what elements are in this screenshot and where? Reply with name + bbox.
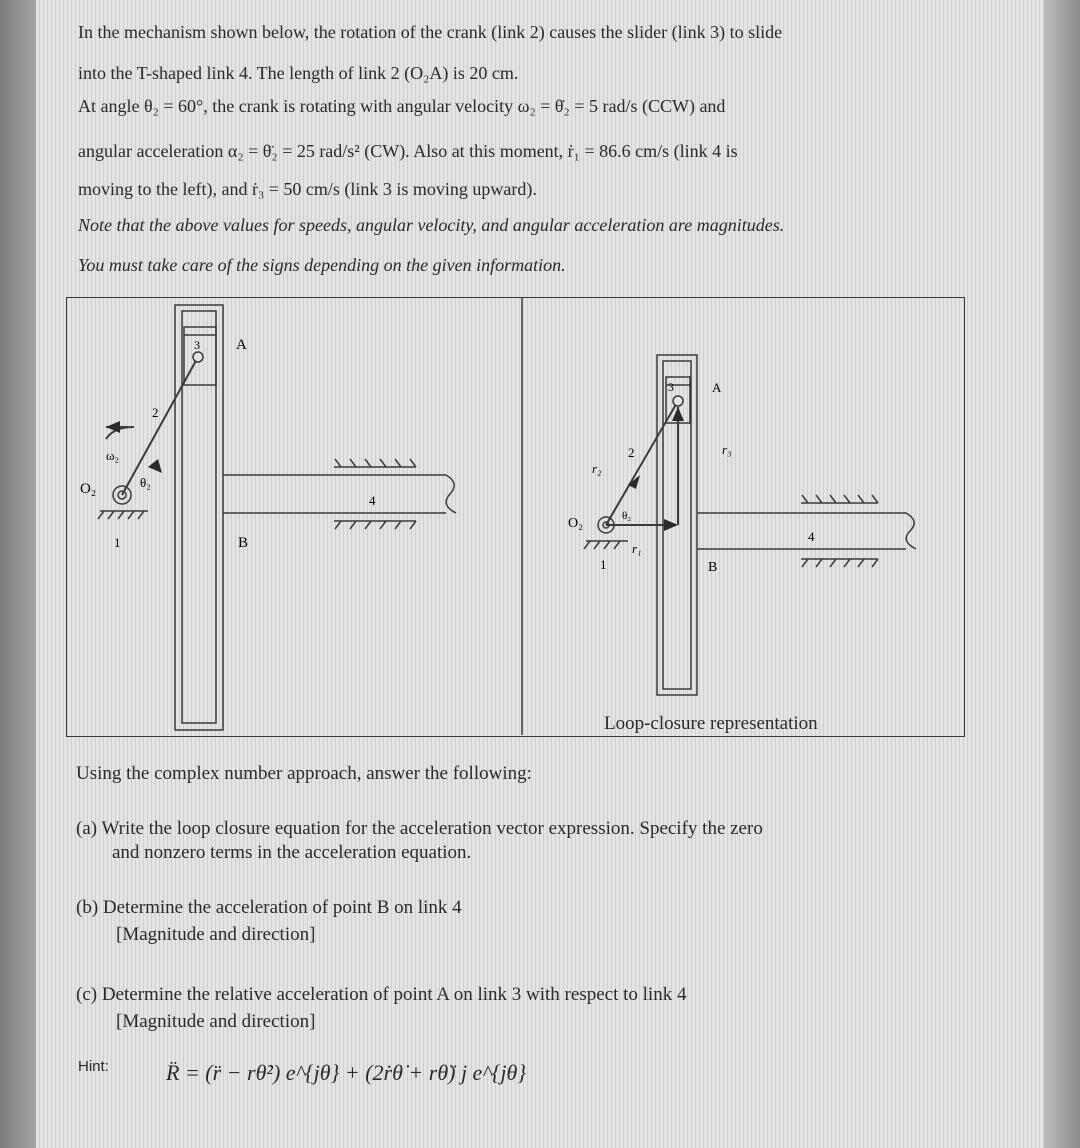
- left-label-B: B: [238, 535, 249, 551]
- right-label-theta: θ₂: [622, 510, 632, 522]
- question-b-line-2: [Magnitude and direction]: [116, 924, 316, 945]
- right-label-r1: r₁: [632, 541, 642, 556]
- intro-line-1: In the mechanism shown below, the rotation of the crank (link 2) causes the slider (link 3) to slide: [78, 22, 783, 42]
- left-label-theta: θ₂: [140, 475, 151, 490]
- intro-line-2: into the T-shaped link 4. The length of link 2 (O₂A) is 20 cm.: [78, 63, 519, 83]
- right-label-r3: r₃: [722, 442, 732, 457]
- hint-label: Hint:: [78, 1058, 109, 1075]
- right-label-r2: r₂: [592, 461, 602, 476]
- note-line-1: Note that the above values for speeds, angular velocity, and angular acceleration are magnitudes.: [78, 215, 785, 235]
- questions-intro: Using the complex number approach, answer the following:: [76, 763, 532, 784]
- left-label-link2: 2: [152, 405, 159, 420]
- right-shadow: [1044, 0, 1080, 1148]
- question-b-line-1: (b) Determine the acceleration of point B on link 4: [76, 897, 462, 918]
- intro-line-3: At angle θ₂ = 60°, the crank is rotating with angular velocity ω₂ = θ̇₂ = 5 rad/s (CCW) and: [78, 96, 726, 116]
- left-label-omega: ω₂: [106, 448, 120, 463]
- left-mechanism: [98, 305, 456, 730]
- theta-arrowhead: [148, 459, 162, 473]
- right-label-B: B: [708, 560, 718, 575]
- right-label-O2: O₂: [568, 516, 583, 531]
- left-label-A: A: [236, 337, 247, 353]
- right-mechanism: [584, 355, 916, 695]
- question-a-line-2: and nonzero terms in the acceleration equation.: [112, 842, 472, 863]
- left-label-O2: O₂: [80, 481, 97, 497]
- right-label-link2: 2: [628, 445, 635, 460]
- left-label-link4: 4: [369, 493, 376, 508]
- r1-arrowhead: [664, 519, 678, 531]
- right-label-link4: 4: [808, 529, 815, 544]
- left-label-ground: 1: [114, 535, 121, 550]
- mechanism-figure: [66, 297, 966, 738]
- right-label-ground: 1: [600, 557, 607, 572]
- note-line-2: You must take care of the signs depending on the given information.: [78, 255, 566, 275]
- right-label-link3: 3: [668, 380, 674, 394]
- question-c-line-1: (c) Determine the relative acceleration of point A on link 3 with respect to link 4: [76, 984, 687, 1005]
- figure-caption: Loop-closure representation: [604, 713, 818, 734]
- question-c-line-2: [Magnitude and direction]: [116, 1011, 316, 1032]
- intro-line-5: moving to the left), and ṙ₃ = 50 cm/s (link 3 is moving upward).: [78, 179, 537, 199]
- hint-formula: R̈ = (r̈ − rθ̇²) e^{jθ} + (2ṙθ̇ + rθ̈) j e^{jθ}: [166, 1060, 527, 1085]
- right-label-A: A: [712, 380, 722, 395]
- intro-line-4: angular acceleration α₂ = θ̈₂ = 25 rad/s² (CW). Also at this moment, ṙ₁ = 86.6 cm/s (link 4 is: [78, 141, 738, 161]
- left-label-link3: 3: [194, 338, 200, 352]
- left-shadow: [0, 0, 36, 1148]
- question-a-line-1: (a) Write the loop closure equation for the acceleration vector expression. Specify the zero: [76, 818, 763, 839]
